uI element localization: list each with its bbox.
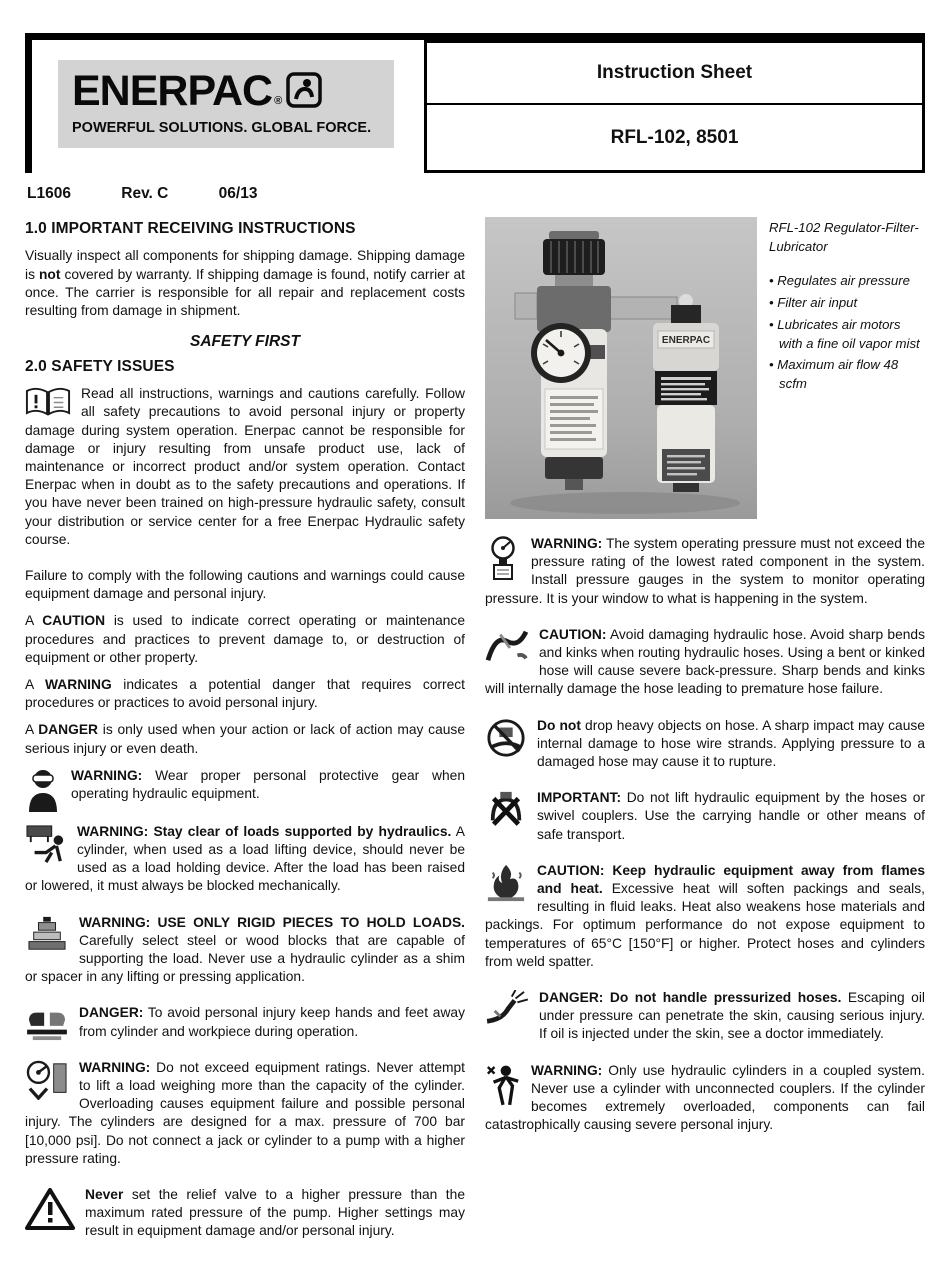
- enerpac-logo: [58, 60, 394, 148]
- warning-no-dropping-objects: Do not drop heavy objects on hose. A sharp impact may cause internal damage to hose wire strands. Applying pressure to a damaged hose may cause it to rupture.: [485, 717, 925, 781]
- warning-definition-paragraph: A WARNING indicates a potential danger that requires correct procedures or practices to avoid personal injury.: [25, 677, 465, 711]
- header-top-rule: [25, 33, 925, 40]
- danger-keep-hands-away: DANGER: To avoid personal injury keep hands and feet away from cylinder and workpiece during operation.: [25, 1004, 465, 1049]
- caution-flames-heat: CAUTION: Keep hydraulic equipment away from flames and heat. Excessive heat will soften packings and seals, resulting in fluid leaks. Heat also weakens hose materials and packings. For optimum performance do not expose equipment to temperatures of 65°C [150°F] or higher. Protect hoses and cylinders from weld spatter.: [485, 862, 925, 969]
- danger-pressurized-hoses: DANGER: Do not handle pressurized hoses. Escaping oil under pressure can penetrate the skin, causing serious injury. If oil is injected under the skin, see a doctor immediately.: [485, 989, 925, 1053]
- no-impact-icon: [485, 718, 527, 758]
- uncoupled-cylinder-icon: [485, 1063, 521, 1107]
- document-info-row: [27, 185, 925, 203]
- pressure-gauge-icon: [485, 536, 521, 582]
- header-title-box: [424, 40, 925, 173]
- warning-rigid-pieces: WARNING: USE ONLY RIGID PIECES TO HOLD LOADS. Carefully select steel or wood blocks that are capable of supporting the load. Never use a hydraulic cylinder as a shim or spacer in any lifting or pressing application.: [25, 914, 465, 985]
- section-1-title: 1.0 IMPORTANT RECEIVING INSTRUCTIONS: [25, 220, 356, 237]
- caution-hose-kinks: CAUTION: Avoid damaging hydraulic hose. Avoid sharp bends and kinks when routing hydraulic hoses. Using a bent or kinked hose will cause severe back-pressure. Sharp bends and kinks will internally damage the hose leading to premature hose failure.: [485, 626, 925, 697]
- warning-relief-valve: Never set the relief valve to a higher pressure than the maximum rated pressure of the pump. Higher settings may result in equipment damage and/or personal injury.: [25, 1186, 465, 1250]
- load-crush-icon: [25, 824, 67, 864]
- left-column: [25, 215, 465, 1259]
- document-revision: Rev. C: [121, 185, 169, 202]
- safety-first-heading: SAFETY FIRST: [190, 333, 300, 351]
- overload-rating-icon: [25, 1060, 69, 1100]
- product-figure: [485, 217, 925, 519]
- failure-to-comply-paragraph: Failure to comply with the following cautions and warnings could cause equipment damage and personal injury.: [25, 568, 465, 602]
- important-no-lift-by-hose: IMPORTANT: Do not lift hydraulic equipment by the hoses or swivel couplers. Use the carrying handle or other means of safe transport.: [485, 789, 925, 853]
- model-numbers: RFL-102, 8501: [610, 126, 739, 148]
- product-feature: • Lubricates air motors with a fine oil vapor mist: [769, 316, 925, 353]
- product-caption-title: RFL-102 Regulator-Filter-Lubricator: [769, 220, 919, 254]
- section-2-title: 2.0 SAFETY ISSUES: [25, 357, 175, 375]
- warning-stay-clear-of-loads: WARNING: Stay clear of loads supported by hydraulics. A cylinder, when used as a load lifting device, should never be used as a load holding device. After the load has been raised or lowered, it must always be blocked mechanically.: [25, 823, 465, 894]
- danger-definition-paragraph: A DANGER is only used when your action or lack of action may cause serious injury or even death.: [25, 722, 466, 756]
- enerpac-logo-mark-icon: [286, 72, 322, 112]
- warning-triangle-icon: [25, 1187, 75, 1231]
- product-photo: [485, 217, 757, 519]
- no-lift-by-hose-icon: [485, 790, 527, 828]
- document-date: 06/13: [218, 185, 258, 202]
- enerpac-logo-text: ENERPAC: [72, 67, 273, 115]
- device-brand-label: ENERPAC: [661, 335, 711, 346]
- read-instructions-paragraph: Read all instructions, warnings and cautions carefully. Follow all safety precautions to avoid personal injury or property damage during system operation. Enerpac cannot be responsible for damage or injury resulting from unsafe product use, lack of maintenance or incorrect product and/or system operation. Contact Enerpac when in doubt as to the safety precautions and operations. If you have never been trained on high-pressure hydraulic safety, consult your distribution or service center for a free Enerpac Hydraulic safety course.: [25, 386, 465, 547]
- document-number: L1606: [27, 185, 71, 202]
- warning-coupled-system: WARNING: Only use hydraulic cylinders in a coupled system. Never use a cylinder with unconnected couplers. If the cylinder becomes extremely overloaded, components can fail catastrophically causing severe personal injury.: [485, 1062, 925, 1133]
- hose-kink-icon: [485, 627, 529, 665]
- right-column: [485, 215, 925, 1259]
- header-brand-area: [32, 40, 424, 173]
- product-feature: • Maximum air flow 48 scfm: [769, 356, 925, 393]
- page-header: [25, 40, 925, 173]
- receiving-instructions-paragraph: Visually inspect all components for shipping damage. Shipping damage is not covered by warranty. If shipping damage is found, notify carrier at once. The carrier is responsible for all repair and replacement costs resulting from damage in shipment.: [25, 248, 465, 319]
- product-feature: • Regulates air pressure: [769, 272, 925, 291]
- product-feature: • Filter air input: [769, 294, 925, 313]
- protective-gear-icon: [25, 768, 61, 812]
- warning-equipment-ratings: WARNING: Do not exceed equipment ratings. Never attempt to lift a load weighing more than the capacity of the cylinder. Overloading causes equipment failure and possible personal injury. The cylinders are designed for a max. pressure of 700 bar [10,000 psi]. Do not connect a jack or cylinder to a pump with a higher pressure rating.: [25, 1059, 465, 1166]
- hand-injury-icon: [25, 1005, 69, 1041]
- product-feature-list: [769, 272, 925, 393]
- product-caption: [769, 217, 925, 519]
- read-manual-book-icon: [25, 386, 71, 418]
- rigid-blocks-icon: [25, 915, 69, 953]
- pressurized-hose-icon: [485, 990, 529, 1026]
- document-type-title: Instruction Sheet: [427, 43, 922, 105]
- warning-protective-gear: WARNING: Wear proper personal protective gear when operating hydraulic equipment.: [25, 767, 465, 814]
- registered-mark: ®: [274, 95, 283, 107]
- brand-tagline: POWERFUL SOLUTIONS. GLOBAL FORCE.: [72, 120, 372, 136]
- warning-system-pressure: WARNING: The system operating pressure must not exceed the pressure rating of the lowest rated component in the system. Install pressure gauges in the system to monitor operating pressure. It is your window to what is happening in the system.: [485, 536, 925, 606]
- body-columns: [25, 215, 925, 1259]
- flame-heat-icon: [485, 863, 527, 903]
- caution-definition-paragraph: A CAUTION is used to indicate correct operating or maintenance procedures and practices to prevent damage to, or destruction of equipment or other property.: [25, 613, 465, 665]
